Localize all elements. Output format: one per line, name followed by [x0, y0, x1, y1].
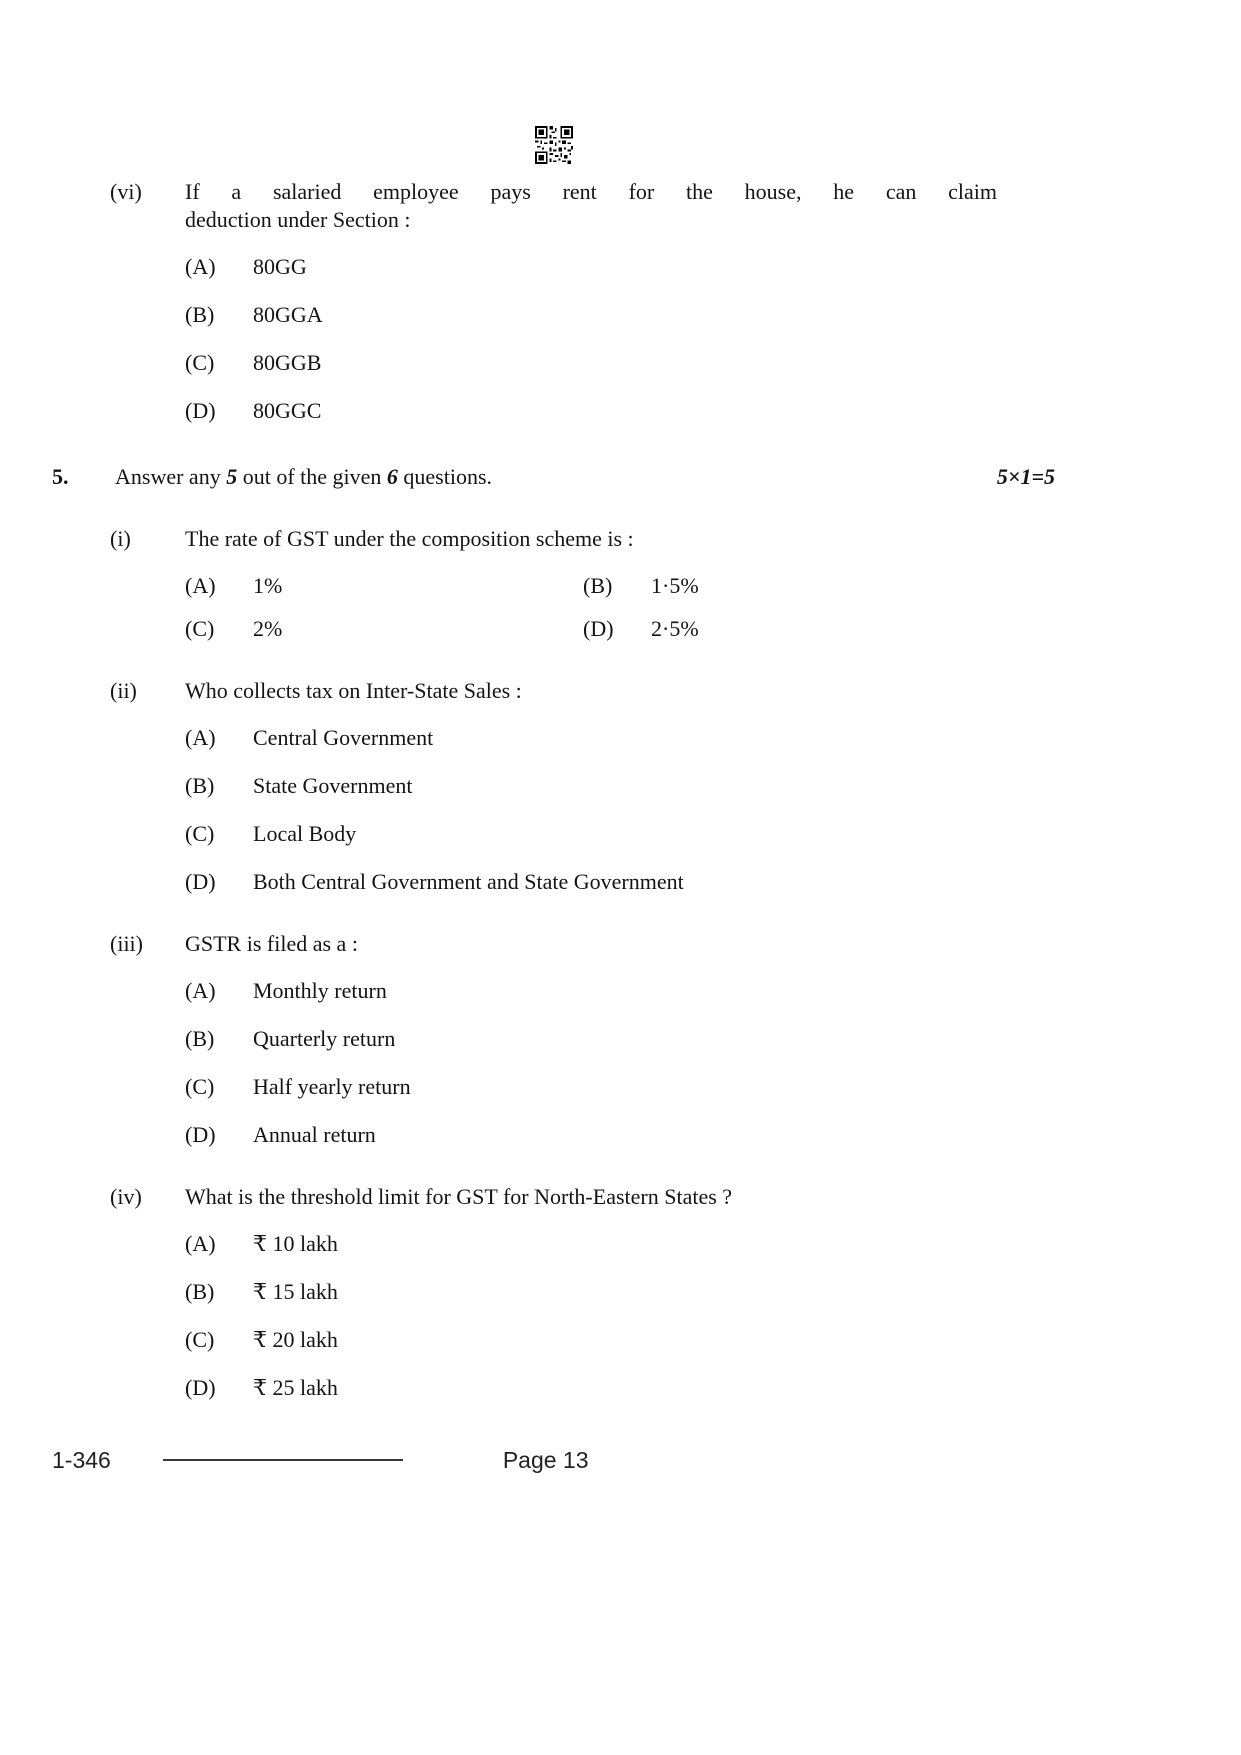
option-row: [185, 397, 1055, 425]
question-5-header: [52, 463, 1055, 491]
option-row: [185, 1121, 1055, 1149]
question-text-part: Answer any: [115, 464, 227, 489]
subquestion-ii: [52, 677, 1055, 896]
question-text-line1: If a salaried employee pays rent for the house, he can claim: [185, 179, 997, 204]
option-row: [185, 1073, 1055, 1101]
subquestion-header: [110, 677, 1055, 705]
option-row: [185, 724, 1055, 752]
option-text: 1%: [253, 573, 283, 598]
options-list: [185, 724, 1055, 896]
option-text: 80GGB: [253, 350, 322, 375]
option-label: (C): [185, 1074, 215, 1099]
answer-count: 5: [226, 464, 238, 489]
question-number: (i): [110, 526, 131, 551]
question-5: [52, 463, 1055, 1402]
subquestion-iii: [52, 930, 1055, 1149]
option-text: Local Body: [253, 821, 357, 846]
option-row: [185, 1278, 1055, 1306]
option-label: (A): [185, 978, 216, 1003]
option-label: (A): [185, 254, 216, 279]
option-text: Central Government: [253, 725, 434, 750]
option-label: (B): [185, 302, 215, 327]
marks-scheme: 5×1=5: [996, 464, 1055, 489]
subquestion-header: [110, 525, 1055, 553]
option-row: [185, 253, 1055, 281]
option-text: 80GGC: [253, 398, 322, 423]
option-text: ₹ 25 lakh: [253, 1375, 338, 1400]
question-text: [185, 178, 997, 234]
option-label: (D): [185, 1375, 216, 1400]
question-vi: [52, 178, 1055, 425]
option-text: 2·5%: [651, 616, 699, 641]
question-vi-header: [110, 178, 1055, 234]
page-footer: [52, 1446, 589, 1474]
option-text: Both Central Government and State Government: [253, 869, 684, 894]
paper-code: 1-346: [52, 1447, 111, 1473]
question-text: GSTR is filed as a :: [185, 931, 358, 956]
footer-divider-line: [163, 1459, 403, 1461]
subquestion-i: [52, 525, 1055, 643]
total-count: 6: [386, 464, 398, 489]
option-label: (C): [185, 350, 215, 375]
options-list: [185, 253, 1055, 425]
option-label: (D): [583, 616, 614, 641]
option-text: 1·5%: [651, 573, 699, 598]
option-label: (C): [185, 1327, 215, 1352]
option-row: [185, 615, 583, 643]
option-label: (C): [185, 821, 215, 846]
option-label: (B): [185, 1026, 215, 1051]
options-grid: [185, 572, 1055, 643]
option-text: 2%: [253, 616, 283, 641]
option-text: 80GG: [253, 254, 307, 279]
option-row: [583, 572, 1055, 600]
option-label: (D): [185, 1122, 216, 1147]
option-row: [185, 1230, 1055, 1258]
question-number: (vi): [110, 179, 142, 204]
subquestion-iv: [52, 1183, 1055, 1402]
options-list: [185, 1230, 1055, 1402]
option-text: Monthly return: [253, 978, 387, 1003]
page-number: Page 13: [502, 1447, 589, 1473]
option-row: [185, 1326, 1055, 1354]
option-row: [185, 1025, 1055, 1053]
question-text: The rate of GST under the composition scheme is :: [185, 526, 634, 551]
option-label: (B): [185, 1279, 215, 1304]
question-number: (iv): [110, 1184, 142, 1209]
option-row: [185, 1374, 1055, 1402]
subquestion-header: [110, 1183, 1055, 1211]
option-text: ₹ 20 lakh: [253, 1327, 338, 1352]
option-row: [583, 615, 1055, 643]
option-row: [185, 820, 1055, 848]
question-text-part: out of the given: [237, 464, 387, 489]
question-text-part: questions.: [397, 464, 493, 489]
option-label: (A): [185, 725, 216, 750]
option-row: [185, 772, 1055, 800]
option-text: Annual return: [253, 1122, 376, 1147]
option-label: (C): [185, 616, 215, 641]
option-row: [185, 572, 583, 600]
option-text: ₹ 15 lakh: [253, 1279, 338, 1304]
option-label: (B): [185, 773, 215, 798]
option-text: 80GGA: [253, 302, 323, 327]
option-row: [185, 301, 1055, 329]
option-text: Half yearly return: [253, 1074, 411, 1099]
question-number: 5.: [52, 464, 69, 489]
option-text: State Government: [253, 773, 413, 798]
option-label: (B): [583, 573, 613, 598]
option-label: (D): [185, 398, 216, 423]
question-text: Who collects tax on Inter-State Sales :: [185, 678, 522, 703]
qr-code-icon: [535, 126, 573, 164]
option-text: ₹ 10 lakh: [253, 1231, 338, 1256]
option-row: [185, 349, 1055, 377]
option-label: (A): [185, 1231, 216, 1256]
option-label: (A): [185, 573, 216, 598]
question-text-line2: deduction under Section :: [185, 207, 411, 232]
question-text: What is the threshold limit for GST for North-Eastern States ?: [185, 1184, 733, 1209]
options-list: [185, 977, 1055, 1149]
question-number: (ii): [110, 678, 137, 703]
option-label: (D): [185, 869, 216, 894]
qr-row: [52, 126, 1055, 164]
option-row: [185, 977, 1055, 1005]
question-number: (iii): [110, 931, 143, 956]
option-row: [185, 868, 1055, 896]
option-text: Quarterly return: [253, 1026, 396, 1051]
question-text: [115, 463, 997, 491]
subquestion-header: [110, 930, 1055, 958]
